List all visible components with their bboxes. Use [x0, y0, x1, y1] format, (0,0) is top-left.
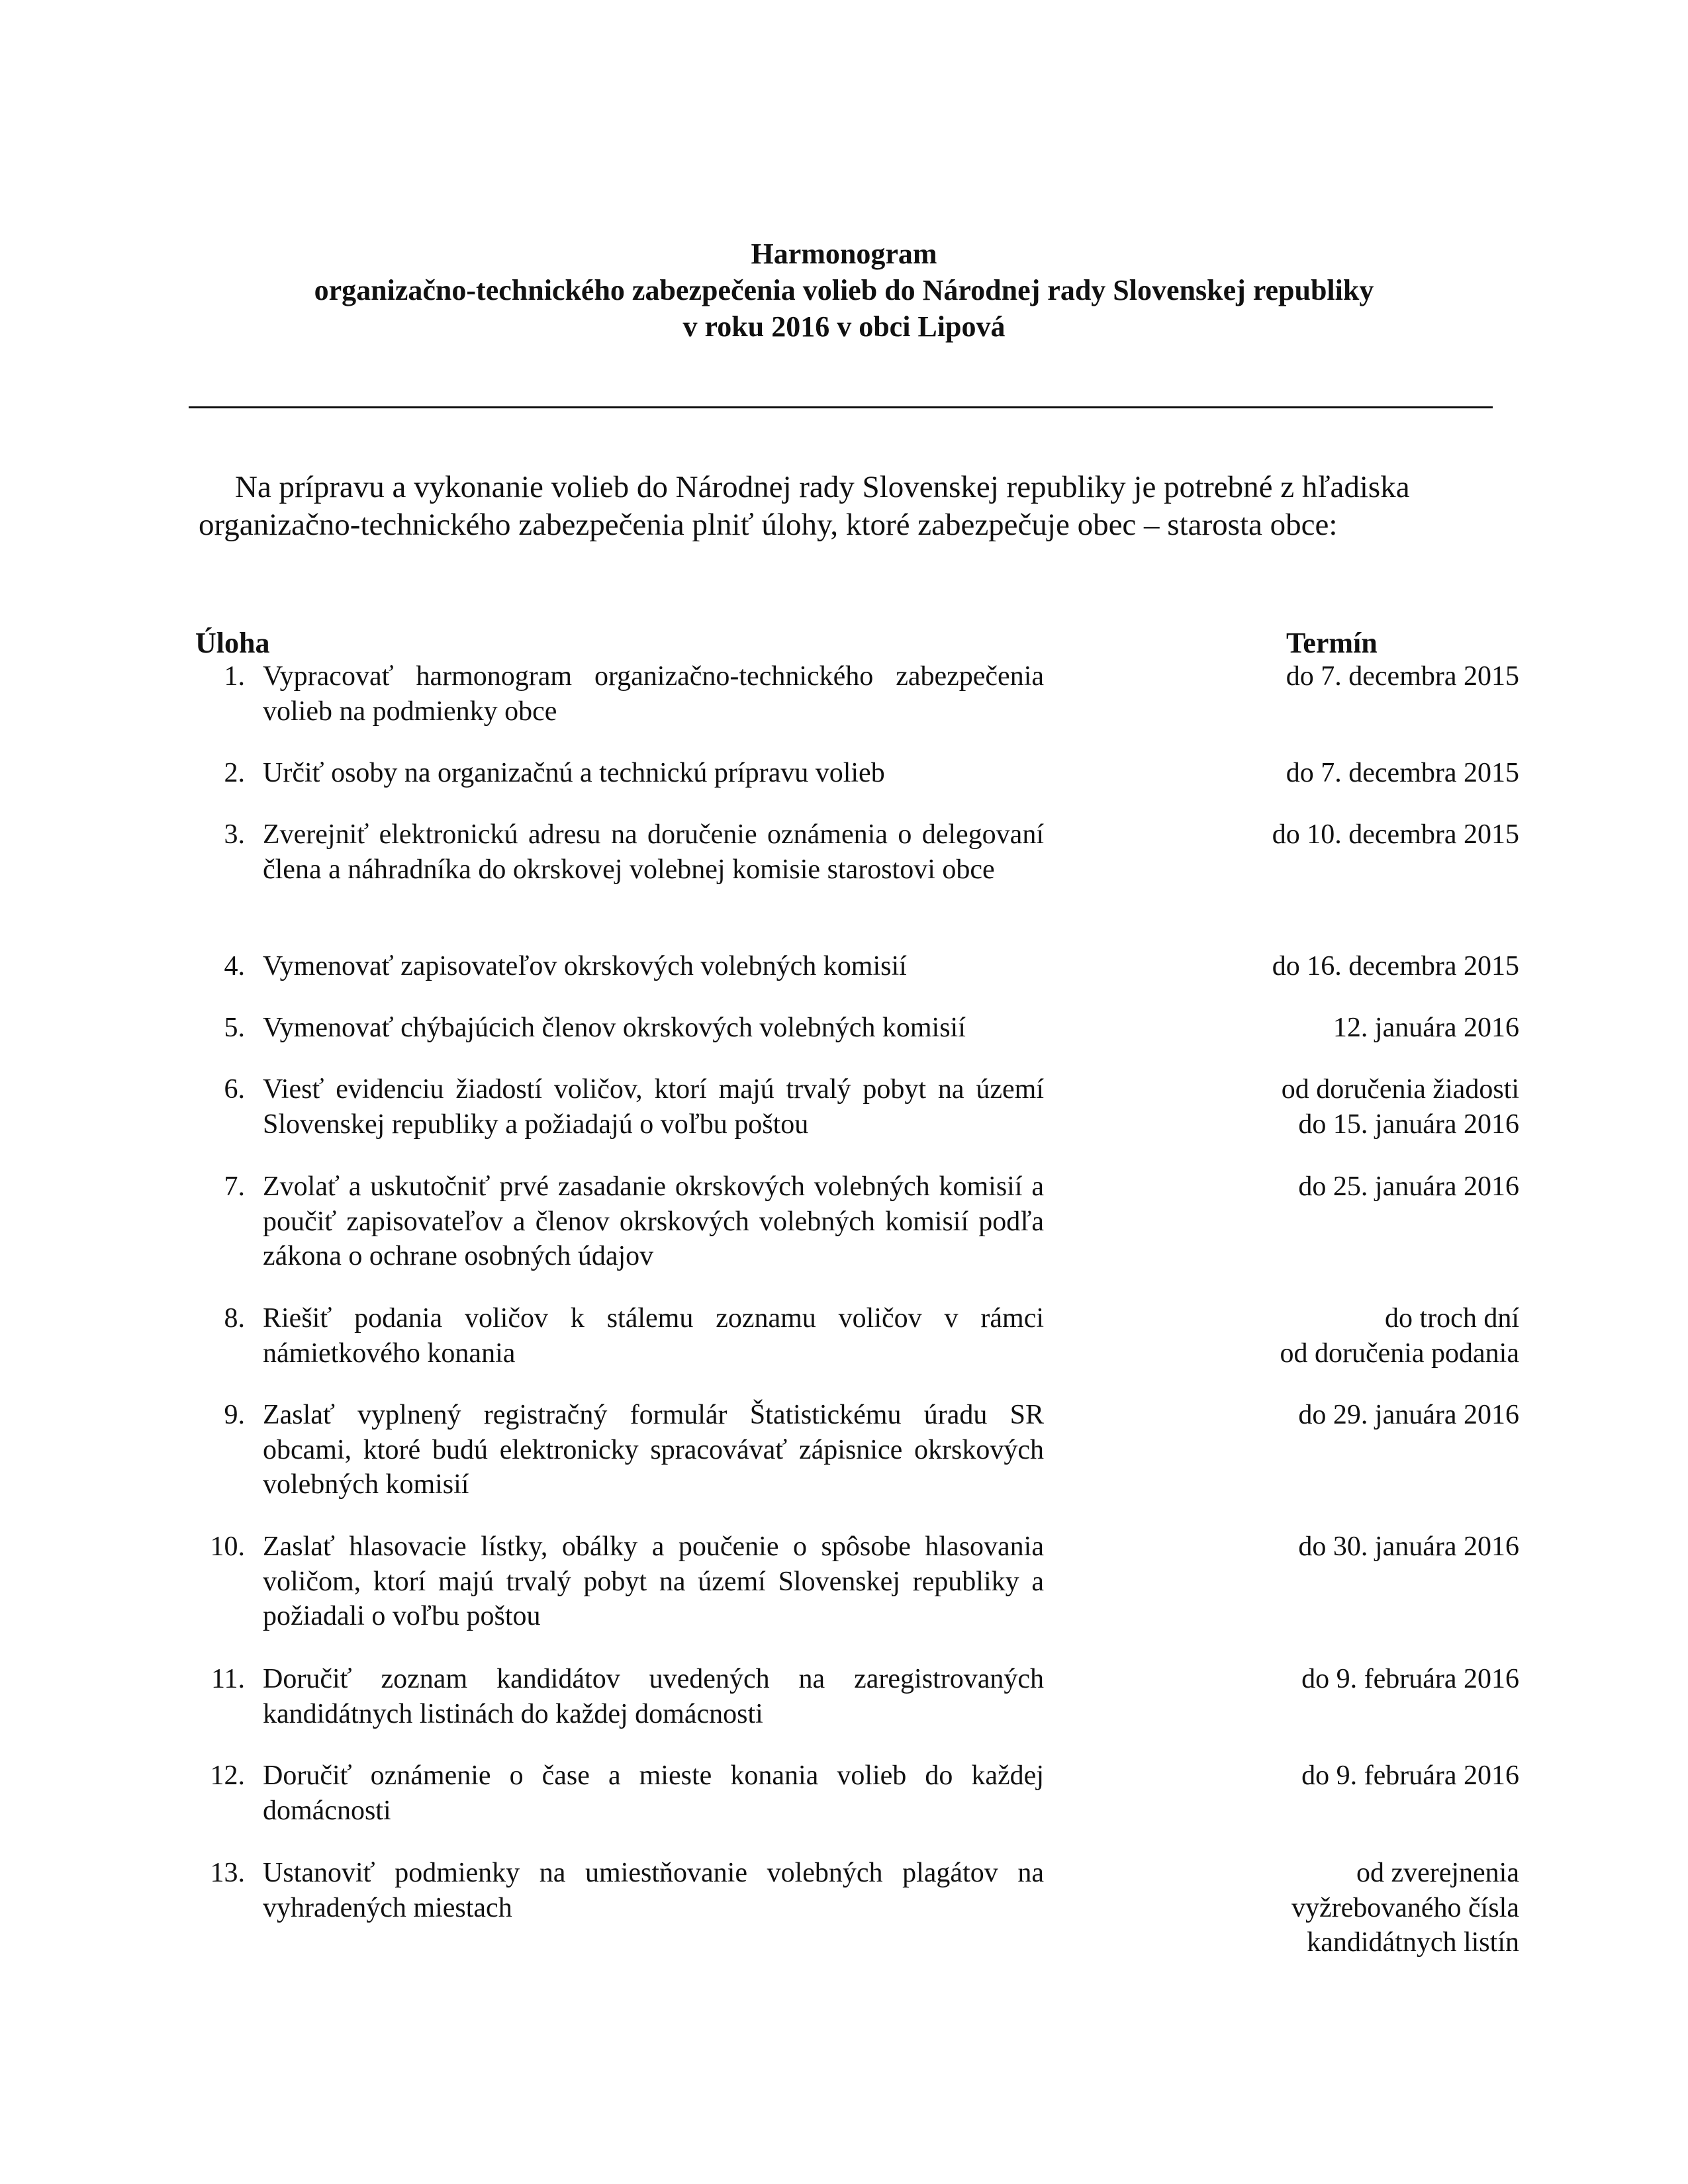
title-line-3: v roku 2016 v obci Lipová: [682, 310, 1006, 343]
task-text: Riešiť podania voličov k stálemu zoznamu voličov v rámci námietkového konania: [263, 1303, 1044, 1369]
term-line: od doručenia žiadosti: [1281, 1074, 1519, 1105]
task-term: [1178, 1072, 1519, 1142]
task-text: Určiť osoby na organizačnú a technickú prípravu volieb: [263, 758, 885, 788]
term-line: 12. januára 2016: [1333, 1013, 1519, 1043]
intro-line-1: Na prípravu a vykonanie volieb do Národnej rady Slovenskej republiky je potrebné z hľadiska: [235, 470, 1410, 504]
term-line: do 15. januára 2016: [1298, 1109, 1519, 1140]
intro-line-2: organizačno-technického zabezpečenia plniť úlohy, ktoré zabezpečuje obec – starosta obce:: [199, 508, 1338, 542]
task-number: 4.: [224, 951, 245, 981]
task-number: 12.: [210, 1760, 245, 1791]
term-line: do 16. decembra 2015: [1272, 951, 1519, 981]
task-term: [1178, 817, 1519, 852]
term-line: do 30. januára 2016: [1298, 1531, 1519, 1562]
task-number: 5.: [224, 1013, 245, 1043]
term-line: do 9. februára 2016: [1301, 1760, 1519, 1791]
task-text: Zaslať hlasovacie lístky, obálky a poučenie o spôsobe hlasovania voličom, ktorí majú trvalý pobyt na území Slovenskej republiky a požiadali o voľbu poštou: [263, 1531, 1044, 1631]
task-text: Doručiť oznámenie o čase a mieste konania volieb do každej domácnosti: [263, 1760, 1044, 1826]
task-term: [1178, 1011, 1519, 1046]
task-number: 3.: [224, 819, 245, 850]
term-line: do 7. decembra 2015: [1286, 661, 1519, 692]
task-text: Zaslať vyplnený registračný formulár Štatistickému úradu SR obcami, ktoré budú elektronicky spracovávať zápisnice okrskových volebných komisií: [263, 1400, 1044, 1500]
term-line: od zverejnenia: [1356, 1858, 1519, 1888]
task-term: [1178, 1529, 1519, 1565]
task-number: 13.: [210, 1858, 245, 1888]
task-number: 9.: [224, 1400, 245, 1430]
task-number: 11.: [211, 1664, 245, 1694]
term-line: vyžrebovaného čísla: [1291, 1892, 1519, 1923]
task-number: 7.: [224, 1171, 245, 1202]
title-divider: [189, 406, 1493, 408]
task-term: [1178, 1758, 1519, 1794]
task-text: Vymenovať zapisovateľov okrskových volebných komisií: [263, 951, 907, 981]
task-term: [1178, 1301, 1519, 1371]
term-column-header: Termín: [1286, 627, 1378, 659]
task-column-header: Úloha: [195, 627, 270, 659]
task-text: Ustanoviť podmienky na umiestňovanie volebných plagátov na vyhradených miestach: [263, 1858, 1044, 1923]
title-line-2: organizačno-technického zabezpečenia volieb do Národnej rady Slovenskej republiky: [314, 274, 1374, 306]
term-line: do 7. decembra 2015: [1286, 758, 1519, 788]
task-term: [1178, 1662, 1519, 1697]
task-number: 1.: [224, 661, 245, 692]
task-number: 2.: [224, 758, 245, 788]
term-line: do 10. decembra 2015: [1272, 819, 1519, 850]
document-title: [189, 236, 1499, 345]
term-line: do 9. februára 2016: [1301, 1664, 1519, 1694]
task-term: [1178, 659, 1519, 694]
term-line: od doručenia podania: [1280, 1338, 1519, 1369]
task-term: [1178, 949, 1519, 984]
task-text: Zvolať a uskutočniť prvé zasadanie okrskových volebných komisií a poučiť zapisovateľov a členov okrskových volebných komisií podľa zákona o ochrane osobných údajov: [263, 1171, 1044, 1271]
task-number: 8.: [224, 1303, 245, 1334]
task-text: Vypracovať harmonogram organizačno-technického zabezpečenia volieb na podmienky obce: [263, 661, 1044, 727]
title-line-1: Harmonogram: [751, 238, 937, 270]
task-term: [1178, 756, 1519, 791]
task-term: [1178, 1398, 1519, 1433]
task-text: Vymenovať chýbajúcich členov okrskových volebných komisií: [263, 1013, 966, 1043]
task-text: Doručiť zoznam kandidátov uvedených na zaregistrovaných kandidátnych listinách do každej domácnosti: [263, 1664, 1044, 1729]
term-line: do 25. januára 2016: [1298, 1171, 1519, 1202]
task-term: [1178, 1169, 1519, 1205]
intro-paragraph: [199, 469, 1509, 544]
term-line: do troch dní: [1385, 1303, 1519, 1334]
term-line: kandidátnych listín: [1307, 1927, 1519, 1958]
task-number: 6.: [224, 1074, 245, 1105]
task-term: [1178, 1856, 1519, 1960]
task-text: Viesť evidenciu žiadostí voličov, ktorí majú trvalý pobyt na území Slovenskej republiky a požiadajú o voľbu poštou: [263, 1074, 1044, 1140]
task-number: 10.: [210, 1531, 245, 1562]
term-line: do 29. januára 2016: [1298, 1400, 1519, 1430]
task-text: Zverejniť elektronickú adresu na doručenie oznámenia o delegovaní člena a náhradníka do okrskovej volebnej komisie starostovi obce: [263, 819, 1044, 885]
